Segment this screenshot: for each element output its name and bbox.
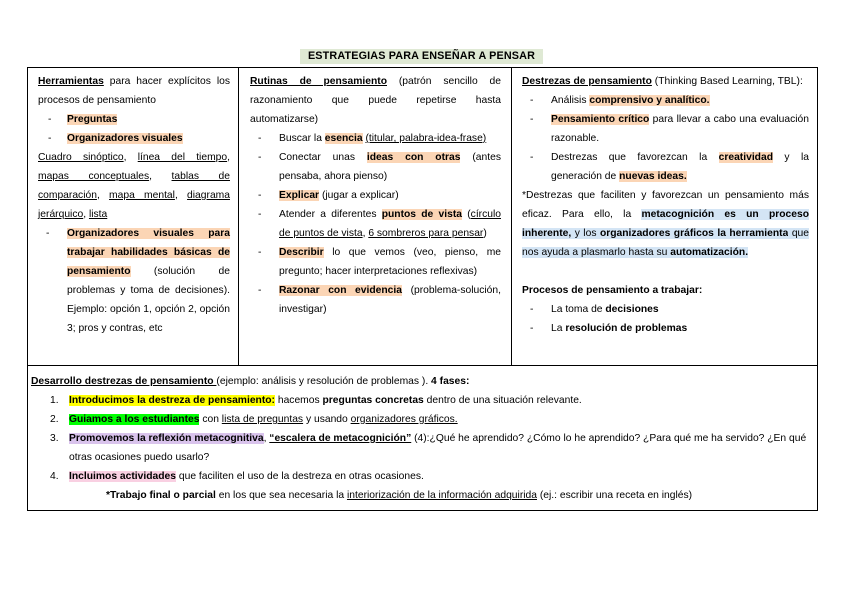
list-item: - Explicar (jugar a explicar): [258, 190, 399, 201]
list-item: - Preguntas: [48, 114, 118, 125]
list-item: - Destrezas que favorezcan la creatividad y la generación de nuevas ideas.: [530, 152, 809, 182]
list-item: - Describir lo que vemos (veo, pienso, me pregunto; hacer interpretaciones reflexivas): [258, 247, 501, 277]
desarrollo-heading: Desarrollo destrezas de pensamiento (ejemplo: análisis y resolución de problemas ). 4 fases:: [31, 376, 470, 387]
list-item: - Conectar unas ideas con otras (antes pensaba, ahora pienso): [258, 152, 501, 182]
list-item: - Razonar con evidencia (problema-solución, investigar): [258, 285, 501, 315]
final-note: *Trabajo final o parcial en los que sea necesaria la interiorización de la información adquirida (ej.: escribir una receta en inglés): [106, 490, 693, 501]
rutinas-column: [250, 72, 501, 319]
rutinas-heading: Rutinas de pensamiento: [250, 76, 387, 87]
destrezas-intro: Destrezas de pensamiento (Thinking Based Learning, TBL):: [522, 76, 803, 87]
destrezas-heading: Destrezas de pensamiento: [522, 76, 652, 87]
phase-3: 3. Promovemos la reflexión metacognitiva, “escalera de metacognición” (4):¿Qué he aprendido? ¿Cómo lo he aprendido? ¿Para qué me ha servido? ¿En qué otras ocasiones puedo usarlo?: [50, 433, 807, 463]
page-title: ESTRATEGIAS PARA ENSEÑAR A PENSAR: [300, 49, 543, 64]
list-item: - Atender a diferentes puntos de vista (círculo de puntos de vista, 6 sombreros para pensar): [258, 209, 501, 239]
desarrollo-section: [31, 372, 814, 505]
list-item: - Análisis comprensivo y analítico.: [530, 95, 710, 106]
column-divider-1: [238, 67, 239, 365]
list-item: - Organizadores visuales: [48, 133, 183, 144]
procesos-heading: Procesos de pensamiento a trabajar:: [522, 285, 703, 296]
list-item: - Buscar la esencia (titular, palabra-idea-frase): [258, 133, 487, 144]
list-item: - La toma de decisiones: [530, 304, 659, 315]
destrezas-column: [522, 72, 809, 338]
tools-list: Cuadro sinóptico, línea del tiempo, mapas conceptuales, tablas de comparación, mapa mental, diagrama jerárquico, lista: [38, 152, 230, 220]
row-divider: [27, 365, 818, 366]
list-item: - Pensamiento crítico para llevar a cabo una evaluación razonable.: [530, 114, 809, 144]
rutinas-intro: Rutinas de pensamiento (patrón sencillo de razonamiento que puede repetirse hasta automatizarse): [250, 76, 501, 125]
phase-2: 2. Guiamos a los estudiantes con lista de preguntas y usando organizadores gráficos.: [50, 414, 458, 425]
herramientas-intro: Herramientas para hacer explícitos los procesos de pensamiento: [38, 76, 230, 106]
list-item: - La resolución de problemas: [530, 323, 688, 334]
phase-4: 4. Incluimos actividades que faciliten el uso de la destreza en otras ocasiones.: [50, 471, 424, 482]
column-divider-2: [511, 67, 512, 365]
phase-1: 1. Introducimos la destreza de pensamiento: hacemos preguntas concretas dentro de una situación relevante.: [50, 395, 582, 406]
metacognition-note: *Destrezas que faciliten y favorezcan un pensamiento más eficaz. Para ello, la metacognición es un proceso inherente, y los organizadores gráficos la herramienta que nos ayuda a plasmarlo hasta su automatización.: [522, 190, 810, 258]
herramientas-heading: Herramientas: [38, 76, 104, 87]
herramientas-column: [38, 72, 230, 338]
list-item: - Organizadores visuales para trabajar habilidades básicas de pensamiento (solución de problemas y toma de decisiones). Ejemplo: opción 1, opción 2, opción 3; pros y contras, etc: [46, 228, 230, 334]
